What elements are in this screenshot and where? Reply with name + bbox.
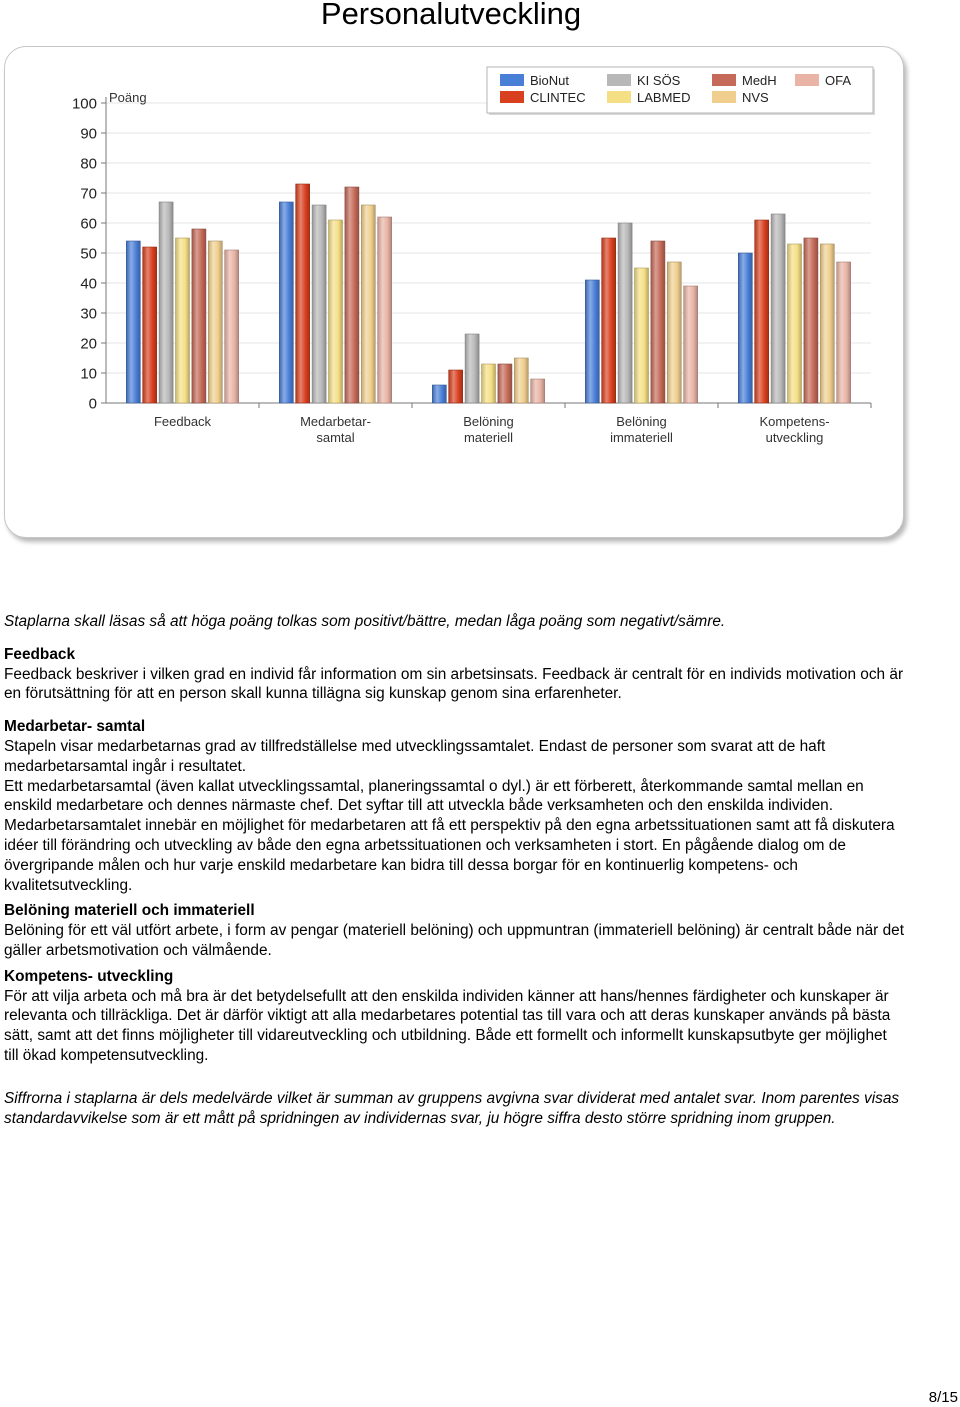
legend-swatch-clintec xyxy=(500,91,524,103)
y-tick-label-100: 100 xyxy=(71,95,97,113)
bar-clintec-0 xyxy=(143,247,157,403)
x-tick-label-3-0: Belöning xyxy=(616,414,667,429)
bar-nvs-0 xyxy=(208,241,222,403)
bar-labmed-3 xyxy=(635,268,649,403)
legend-label-ofa: OFA xyxy=(825,73,852,88)
legend-label-nvs: NVS xyxy=(742,90,769,105)
bar-clintec-3 xyxy=(602,238,616,403)
bar-clintec-1 xyxy=(296,184,310,403)
feedback-paragraph: Feedback beskriver i vilken grad en individ får information om sin arbetsinsats. Feedback är centralt för en individs motivation och är en förutsättning för att en person skall kunna tillägna sig kunskap genom sina erfarenheter. xyxy=(4,665,904,703)
bar-ofa-3 xyxy=(684,286,698,403)
bar-medh-3 xyxy=(651,241,665,403)
kompetens-heading: Kompetens- utveckling xyxy=(4,967,174,985)
kompetens-paragraph: För att vilja arbeta och må bra är det betydelsefullt att den enskilda individen känner att hans/hennes färdigheter och kunskaper är relevanta och tillräckliga. Det är därför viktigt att alla medarbetares potential tas till vara och att deras kunskaper används på bästa sätt, samt att det finns möjligheter till vidareutveckling och utbildning. Både ett formellt och informellt kunskapsutbyte ger möjlighet till ökad kompetensutveckling. xyxy=(4,987,891,1064)
bar-ofa-4 xyxy=(837,262,851,403)
bar-medh-1 xyxy=(345,187,359,403)
intro-text: Staplarna skall läsas så att höga poäng tolkas som positivt/bättre, medan låga poäng som negativt/sämre. xyxy=(4,613,726,630)
y-tick-label-10: 10 xyxy=(80,365,97,383)
bar-medh-4 xyxy=(804,238,818,403)
bar-ki-sös-1 xyxy=(312,205,326,403)
bar-labmed-4 xyxy=(788,244,802,403)
footnote-text: Siffrorna i staplarna är dels medelvärde vilket är summan av gruppens avgivna svar dividerat med antalet svar. Inom parentes visas standardavvikelse som är ett mått på spridningen av individernas svar, ju högre siffra desto större spridning inom gruppen. xyxy=(4,1089,900,1127)
y-tick-label-70: 70 xyxy=(80,185,97,203)
legend-label-ki-sös: KI SÖS xyxy=(637,73,681,88)
bar-ki-sös-2 xyxy=(465,334,479,403)
bar-chart xyxy=(5,47,903,537)
y-tick-label-50: 50 xyxy=(80,245,97,263)
medarbetar-heading: Medarbetar- samtal xyxy=(4,718,146,736)
x-tick-label-2-0: Belöning xyxy=(463,414,514,429)
legend-swatch-labmed xyxy=(607,91,631,103)
beloning-heading: Belöning materiell och immateriell xyxy=(4,902,255,920)
feedback-heading: Feedback xyxy=(4,645,76,663)
legend-swatch-bionut xyxy=(500,74,524,86)
x-tick-label-2-1: materiell xyxy=(463,430,514,445)
medarbetar-paragraph-1: Stapeln visar medarbetarnas grad av tillfredställelse med utvecklingssamtalet. Endast de personer som svarat att de haft medarbetarsamtal ingår i resultatet. xyxy=(4,737,826,775)
bar-medh-0 xyxy=(192,229,206,403)
x-tick-label-1-1: samtal xyxy=(316,430,355,445)
bar-labmed-1 xyxy=(329,220,343,403)
y-tick-label-30: 30 xyxy=(80,305,97,323)
y-tick-label-40: 40 xyxy=(80,275,97,293)
bar-nvs-3 xyxy=(667,262,681,403)
bar-clintec-4 xyxy=(755,220,769,403)
bar-bionut-4 xyxy=(738,253,752,403)
bar-ofa-2 xyxy=(531,379,545,403)
y-tick-label-90: 90 xyxy=(80,125,97,143)
body-text xyxy=(4,612,904,1128)
bar-bionut-0 xyxy=(126,241,140,403)
x-tick-label-1-0: Medarbetar- xyxy=(300,414,371,429)
bar-labmed-0 xyxy=(176,238,190,403)
bar-nvs-1 xyxy=(361,205,375,403)
bar-nvs-4 xyxy=(820,244,834,403)
page-number: 8/15 xyxy=(928,1389,958,1406)
y-tick-label-20: 20 xyxy=(80,335,97,353)
x-tick-label-3-1: immateriell xyxy=(610,430,673,445)
medarbetar-paragraph-2: Ett medarbetarsamtal (även kallat utvecklingssamtal, planeringssamtal o dyl.) är ett förberett, återkommande samtal mellan en enskild medarbetare och dennes närmaste chef. Det syftar till att utveckla både verksamheten och den enskilda individen. Medarbetarsamtalet innebär en möjlighet för medarbetaren att få ett perspektiv på den egna arbetssituationen samt att få diskutera idéer till förändring och utveckling av både den egna arbetssituationen och verksamheten i stort. En pågående dialog om de övergripande målen och hur varje enskild medarbetare kan bidra till dessa borgar för en kontinuerlig kompetens- och kvalitetsutveckling. xyxy=(4,777,895,894)
y-tick-label-60: 60 xyxy=(80,215,97,233)
page-title: Personalutveckling xyxy=(320,0,582,31)
legend-label-labmed: LABMED xyxy=(637,90,691,105)
y-axis-label: Poäng xyxy=(109,90,147,105)
legend-label-bionut: BioNut xyxy=(530,73,570,88)
bar-bionut-3 xyxy=(585,280,599,403)
chart-panel xyxy=(4,46,904,538)
legend-swatch-nvs xyxy=(712,91,736,103)
bar-ki-sös-0 xyxy=(159,202,173,403)
bar-ofa-0 xyxy=(225,250,239,403)
x-tick-label-0-0: Feedback xyxy=(153,414,212,429)
x-tick-label-4-0: Kompetens- xyxy=(759,414,830,429)
bar-medh-2 xyxy=(498,364,512,403)
bar-clintec-2 xyxy=(449,370,463,403)
legend-swatch-ofa xyxy=(795,74,819,86)
legend-label-medh: MedH xyxy=(742,73,777,88)
y-tick-label-0: 0 xyxy=(88,395,97,413)
bar-nvs-2 xyxy=(514,358,528,403)
legend-swatch-medh xyxy=(712,74,736,86)
bar-ki-sös-4 xyxy=(771,214,785,403)
bar-bionut-1 xyxy=(279,202,293,403)
x-tick-label-4-1: utveckling xyxy=(765,430,824,445)
bar-ofa-1 xyxy=(378,217,392,403)
bar-labmed-2 xyxy=(482,364,496,403)
y-tick-label-80: 80 xyxy=(80,155,97,173)
bar-bionut-2 xyxy=(432,385,446,403)
beloning-paragraph: Belöning för ett väl utfört arbete, i form av pengar (materiell belöning) och uppmuntran (immateriell belöning) är centralt både när det gäller arbetsmotivation och välmående. xyxy=(4,922,904,959)
legend-swatch-ki-sös xyxy=(607,74,631,86)
legend-label-clintec: CLINTEC xyxy=(530,90,586,105)
bar-ki-sös-3 xyxy=(618,223,632,403)
